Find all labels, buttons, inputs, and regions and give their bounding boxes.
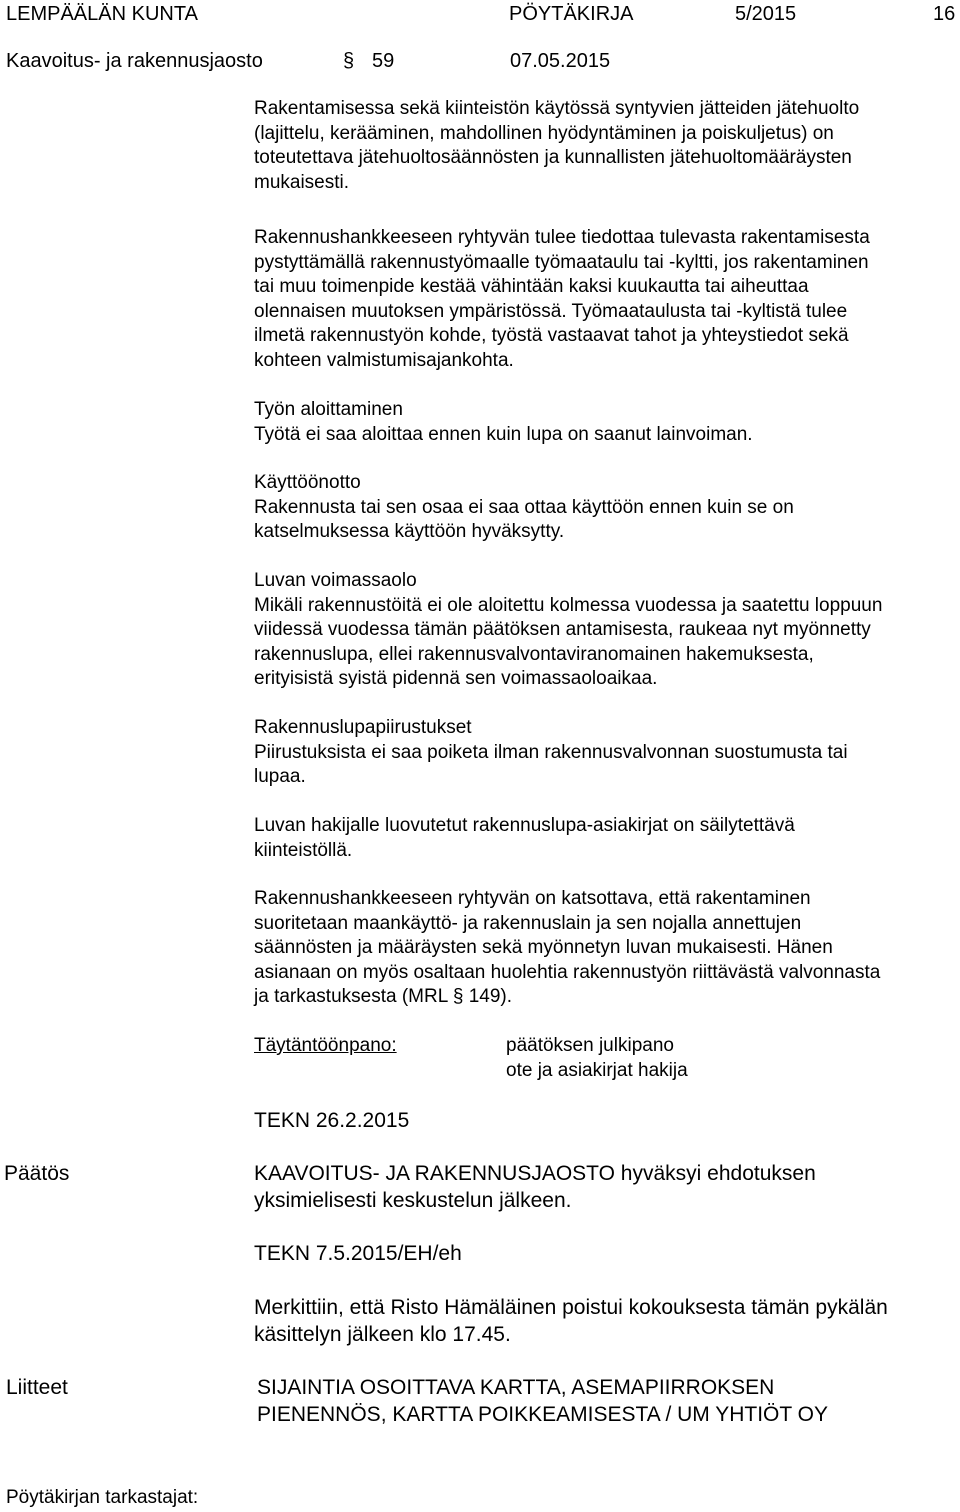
text-line: toteutettava jätehuoltosäännösten ja kunnallisten jätehuoltomääräysten [254, 147, 852, 168]
subheading: Rakennuslupapiirustukset [254, 717, 472, 738]
section-symbol: § [343, 50, 355, 72]
text-fragment: ja tarkastuksesta (MRL [254, 986, 453, 1007]
paragraph-documents [254, 814, 959, 863]
text-line: erityisistä syistä pidennä sen voimassaoloaikaa. [254, 668, 658, 689]
text-line: suoritetaan maankäyttö- ja rakennuslain ja sen nojalla annettujen [254, 912, 802, 934]
text-fragment: 149). [463, 986, 513, 1007]
text-line: yksimielisesti keskustelun jälkeen. [254, 1189, 572, 1212]
text-line: lupaa. [254, 766, 306, 787]
issue-number: 5/2015 [735, 3, 797, 25]
text-line: Rakentamisessa sekä kiinteistön käytössä syntyvien jätteiden jätehuolto [254, 98, 860, 119]
paragraph-site-sign [254, 226, 959, 373]
text-line: Piirustuksista ei saa poiketa ilman rakennusvalvonnan suostumusta tai [254, 741, 848, 763]
text-line: asianaan on myös osaltaan huolehtia rakennustyön riittävästä valvonnasta [254, 961, 881, 983]
decision-label: Päätös [4, 1162, 70, 1185]
decision-reference: TEKN 7.5.2015/EH/eh [254, 1242, 462, 1265]
subheading: Käyttöönotto [254, 472, 361, 493]
text-line: KAAVOITUS- JA RAKENNUSJAOSTO hyväksyi ehdotuksen [254, 1162, 816, 1185]
text-line: Rakennusta tai sen osaa ei saa ottaa käyttöön ennen kuin se on [254, 496, 794, 518]
text-line: rakennuslupa, ellei rakennusvalvontaviranomainen hakemuksesta, [254, 643, 814, 665]
municipality-name: LEMPÄÄLÄN KUNTA [6, 3, 198, 25]
text-line: olennaisen muutoksen ympäristössä. Työmaataulusta tai -kyltistä tulee [254, 300, 848, 322]
list-item: päätöksen julkipano [506, 1035, 674, 1056]
list-item: ote ja asiakirjat hakija [506, 1059, 688, 1081]
committee-name: Kaavoitus- ja rakennusjaosto [6, 50, 263, 72]
text-line: Merkittiin, että Risto Hämäläinen poistui kokouksesta tämän pykälän [254, 1296, 888, 1319]
section-number: 59 [372, 50, 395, 72]
paragraph-waste-management [254, 97, 959, 195]
paragraph-commissioning [254, 471, 959, 545]
enforcement-list [506, 1034, 688, 1083]
text-line: (lajittelu, kerääminen, mahdollinen hyödyntäminen ja poiskuljetus) on [254, 122, 834, 144]
text-line: pystyttämällä rakennustyömaalle työmaataulu tai -kyltti, jos rakentaminen [254, 251, 869, 273]
text-line: ilmetä rakennustyön kohde, työstä vastaavat tahot ja yhteystiedot sekä [254, 325, 849, 346]
text-line: säännösten ja määräysten sekä myönnetyn luvan mukaisesti. Hänen [254, 937, 833, 958]
document-type: PÖYTÄKIRJA [509, 3, 634, 25]
paragraph-permit-validity [254, 569, 959, 692]
paragraph-start-of-work [254, 398, 959, 447]
minutes-reviewers-label: Pöytäkirjan tarkastajat: [6, 1487, 199, 1508]
subheading: Luvan voimassaolo [254, 570, 417, 591]
text-line: Rakennushankkeeseen ryhtyvän tulee tiedottaa tulevasta rakentamisesta [254, 227, 870, 248]
enforcement-label: Täytäntöönpano: [254, 1035, 397, 1056]
text-line: PIENENNÖS, KARTTA POIKKEAMISESTA / UM YHTIÖT OY [257, 1403, 829, 1426]
attachments-label: Liitteet [6, 1376, 68, 1399]
text-line: Rakennushankkeeseen ryhtyvän on katsottava, että rakentaminen [254, 888, 811, 909]
text-line: Luvan hakijalle luovutetut rakennuslupa-asiakirjat on säilytettävä [254, 815, 795, 836]
page-number: 16 [933, 3, 956, 25]
text-line: katselmuksessa käyttöön hyväksytty. [254, 521, 565, 542]
text-line: kiinteistöllä. [254, 839, 353, 861]
section-symbol: § [452, 986, 464, 1007]
text-line: mukaisesti. [254, 171, 350, 193]
paragraph-drawings [254, 716, 959, 790]
text-line: SIJAINTIA OSOITTAVA KARTTA, ASEMAPIIRROKSEN [257, 1376, 775, 1399]
meeting-date: 07.05.2015 [510, 50, 611, 72]
minutes-note [254, 1294, 888, 1348]
text-line: Mikäli rakennustöitä ei ole aloitettu kolmessa vuodessa ja saatettu loppuun [254, 594, 883, 616]
paragraph-compliance [254, 887, 959, 1010]
attachments-list [257, 1374, 828, 1428]
subheading: Työn aloittaminen [254, 399, 403, 420]
text-line [254, 985, 959, 1010]
text-line: tai muu toimenpide kestää vähintään kaksi kuukautta tai aiheuttaa [254, 276, 809, 297]
text-line: kohteen valmistumisajankohta. [254, 349, 514, 371]
text-line: viidessä vuodessa tämän päätöksen antamisesta, raukeaa nyt myönnetty [254, 619, 871, 640]
preparation-reference: TEKN 26.2.2015 [254, 1109, 410, 1132]
text-line: käsittelyn jälkeen klo 17.45. [254, 1323, 511, 1346]
text-line: Työtä ei saa aloittaa ennen kuin lupa on saanut lainvoiman. [254, 423, 753, 445]
decision-text [254, 1160, 816, 1214]
